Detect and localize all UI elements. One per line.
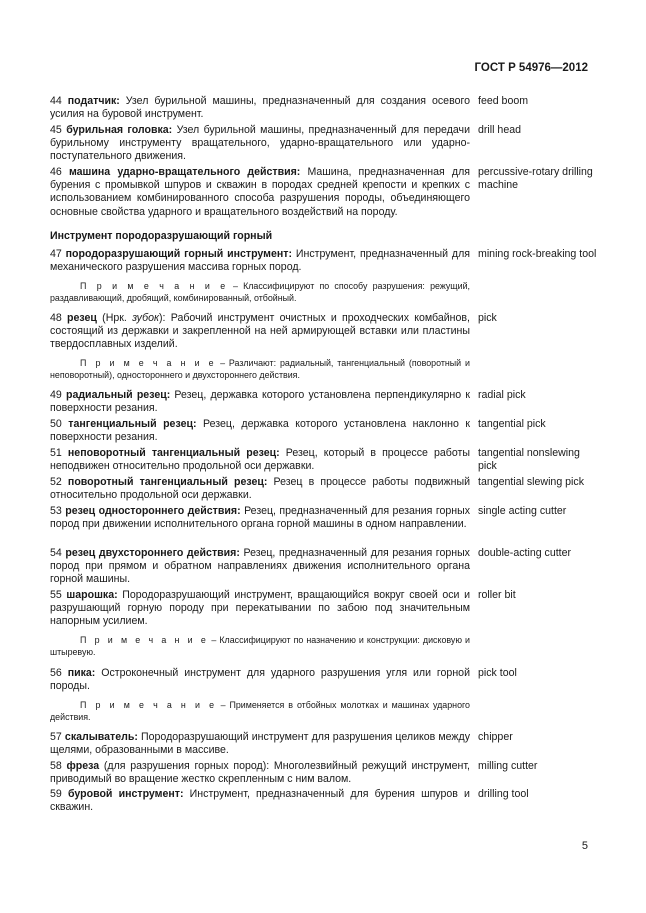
term-entry-48: 48 резец (Нрк. зубок): Рабочий инструмент очистных и проходческих комбайнов, состоящий из державки и закрепленной на ней армирующей вставки или пластины твердосплавных изделий. — [50, 312, 470, 351]
term-entry-55: 55 шарошка: Породоразрушающий инструмент, вращающийся вокруг своей оси и разрушающий горную породу при перекатывании по забою под значительным напорным усилием. — [50, 589, 470, 628]
term-entry-50: 50 тангенциальный резец: Резец, державка которого установлена наклонно к поверхности резания. — [50, 418, 470, 444]
english-term-50: tangential pick — [478, 418, 546, 430]
english-term-48: pick — [478, 312, 497, 324]
term-entry-52: 52 поворотный тангенциальный резец: Резец в процессе работы подвижный относительно продольной оси державки. — [50, 476, 470, 502]
english-term-54: double-acting cutter — [478, 547, 572, 559]
term-entry-49: 49 радиальный резец: Резец, державка которого установлена перпендикулярно к поверхности резания. — [50, 389, 470, 415]
english-term-59: drilling tool — [478, 788, 529, 800]
note-1: П р и м е ч а н и е – Классифицируют по способу разрушения: режущий, раздавливающий, дробящий, комбинированный, отбойный. — [50, 281, 470, 303]
document-header: ГОСТ Р 54976—2012 — [474, 62, 588, 74]
english-term-57: chipper — [478, 731, 513, 743]
section-title: Инструмент породоразрушающий горный — [50, 230, 273, 242]
term-entry-44: 44 податчик: Узел бурильной машины, предназначенный для создания осевого усилия на буровой инструмент. — [50, 95, 470, 121]
term-entry-54: 54 резец двухстороннего действия: Резец, предназначенный для резания горных пород при прямом и обратном направлениях движения исполнительного органа горной машины. — [50, 547, 470, 586]
english-term-49: radial pick — [478, 389, 526, 401]
page-number: 5 — [581, 840, 588, 852]
term-entry-45: 45 бурильная головка: Узел бурильной машины, предназначенный для передачи бурильному инструменту вращательного, ударно-вращательного или ударно-поступательного движения. — [50, 124, 470, 163]
term-entry-56: 56 пика: Остроконечный инструмент для ударного разрушения угля или горной породы. — [50, 667, 470, 693]
note-3: П р и м е ч а н и е – Классифицируют по назначению и конструкции: дисковую и штыревую. — [50, 635, 470, 657]
english-term-47: mining rock-breaking tool — [478, 248, 597, 260]
term-entry-59: 59 буровой инструмент: Инструмент, предназначенный для бурения шпуров и скважин. — [50, 788, 470, 814]
term-entry-51: 51 неповоротный тангенциальный резец: Резец, который в процессе работы неподвижен относительно продольной оси державки. — [50, 447, 470, 473]
term-entry-58: 58 фреза (для разрушения горных пород): Многолезвийный режущий инструмент, приводимый во вращение жестко скрепленным с ним валом. — [50, 760, 470, 786]
english-term-56: pick tool — [478, 667, 517, 679]
english-term-46: percussive-rotary drilling machine — [478, 166, 593, 192]
note-2: П р и м е ч а н и е – Различают: радиальный, тангенциальный (поворотный и неповоротный), одностороннего и двухстороннего действия. — [50, 358, 470, 380]
english-term-53: single acting cutter — [478, 505, 567, 517]
term-entry-47: 47 породоразрушающий горный инструмент: Инструмент, предназначенный для механического разрушения массива горных пород. — [50, 248, 470, 274]
english-term-52: tangential slewing pick — [478, 476, 584, 488]
note-4: П р и м е ч а н и е – Применяется в отбойных молотках и машинах ударного действия. — [50, 700, 470, 722]
english-term-44: feed boom — [478, 95, 529, 107]
english-term-55: roller bit — [478, 589, 516, 601]
english-term-51: tangential nonslewing pick — [478, 447, 580, 473]
term-entry-57: 57 скалыватель: Породоразрушающий инструмент для разрушения целиков между щелями, образованными в массиве. — [50, 731, 470, 757]
term-entry-53: 53 резец одностороннего действия: Резец, предназначенный для резания горных пород при движении исполнительного органа горной машины в одном направлении. — [50, 505, 470, 531]
term-entry-46: 46 машина ударно-вращательного действия: Машина, предназначенная для бурения с промывкой шпуров и скважин в породах средней крепости и крепких с использованием комбинированного способа разрушения породы, объединяющего основные свойства ударного и вращательного воздействий на породу. — [50, 166, 470, 218]
english-term-45: drill head — [478, 124, 521, 136]
english-term-58: milling cutter — [478, 760, 538, 772]
